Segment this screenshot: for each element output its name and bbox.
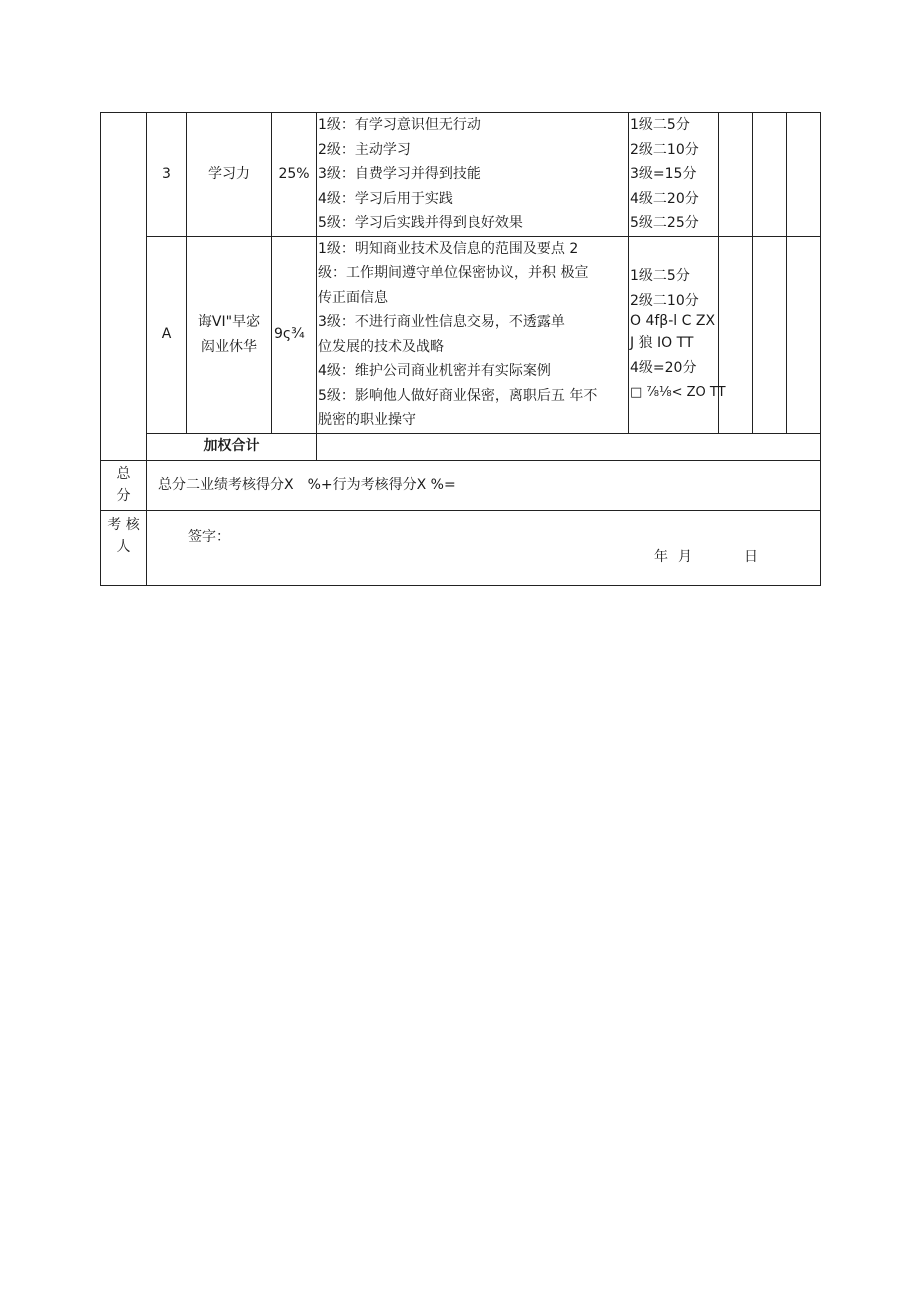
weighted-total-value [317, 433, 821, 460]
reviewer-label-line: 人 [116, 538, 131, 555]
date-line [654, 545, 758, 570]
criteria-line: 位发展的技术及战略 [318, 338, 444, 355]
blank-cell [719, 113, 753, 237]
score-line: 2级二10分 [630, 292, 699, 309]
score-line: 4级二20分 [630, 190, 699, 207]
blank-cell [787, 236, 821, 433]
score-line: 1级二5分 [630, 268, 690, 284]
reviewer-label-line: 考 核 [107, 516, 140, 533]
criteria-line: 脱密的职业操守 [318, 412, 416, 428]
criteria-line: 传正面信息 [318, 289, 388, 306]
total-formula: 总分二业绩考核得分X %+行为考核得分X %= [147, 460, 821, 510]
table-row [101, 236, 821, 433]
score-line: 1级二5分 [630, 117, 690, 133]
criteria-line: 4级：学习后用于实践 [318, 190, 453, 207]
item-name-line: 闳业休华 [201, 338, 257, 355]
total-label-line: 分 [116, 488, 131, 504]
row-number: 3 [147, 113, 187, 237]
date-day-label: 日 [744, 548, 758, 565]
blank-cell [753, 113, 787, 237]
evaluation-sheet [100, 112, 820, 582]
score-line: 2级二10分 [630, 141, 699, 158]
table-row [101, 113, 821, 237]
blank-cell [787, 113, 821, 237]
criteria-cell [317, 113, 629, 237]
score-cell [629, 113, 719, 237]
date-year-label: 年 [654, 548, 668, 565]
reviewer-row [101, 510, 821, 585]
criteria-line: 5级：影响他人做好商业保密，离职后五 年不 [318, 387, 598, 404]
evaluation-table [100, 112, 821, 586]
score-line: 5级二25分 [630, 215, 699, 231]
criteria-cell [317, 236, 629, 433]
criteria-line: 1级：明知商业技术及信息的范围及要点 2 [318, 240, 579, 257]
score-line: 3级=15分 [630, 166, 697, 182]
total-row [101, 460, 821, 510]
item-name [187, 236, 272, 433]
score-cell [629, 236, 726, 433]
criteria-line: 4级：维护公司商业机密并有实际案例 [318, 363, 551, 379]
item-weight: 9ς¾ [272, 236, 317, 433]
criteria-line: 级：工作期间遵守单位保密协议，并积 极宣 [318, 265, 589, 281]
criteria-line: 5级：学习后实践并得到良好效果 [318, 215, 523, 231]
signature-label: 签字： [188, 528, 230, 545]
reviewer-sign-cell [147, 510, 821, 585]
item-name-line: 诲VI"早宓 [197, 314, 261, 330]
criteria-line: 2级：主动学习 [318, 141, 411, 158]
criteria-line: 1级：有学习意识但无行动 [318, 117, 481, 133]
blank-cell [753, 236, 787, 433]
score-line: 4级=20分 [630, 360, 697, 376]
weighted-total-label: 加权合计 [147, 433, 317, 460]
item-name: 学习力 [187, 113, 272, 237]
reviewer-label [101, 510, 147, 585]
total-label-line: 总 [116, 466, 131, 482]
blank-cell [719, 236, 753, 433]
item-weight: 25% [272, 113, 317, 237]
score-line: □ ⅞⅛< ZO TT [630, 384, 726, 400]
score-line: J 狼 IO TT [630, 335, 694, 351]
total-label [101, 460, 147, 510]
criteria-line: 3级：不进行商业性信息交易，不透露单 [318, 314, 565, 330]
weighted-total-row [101, 433, 821, 460]
date-month-label: 月 [678, 548, 692, 565]
criteria-line: 3级：自费学习并得到技能 [318, 166, 481, 182]
category-cell [101, 113, 147, 461]
score-line: O 4fβ-l C ZX [630, 313, 716, 329]
row-number: A [147, 236, 187, 433]
